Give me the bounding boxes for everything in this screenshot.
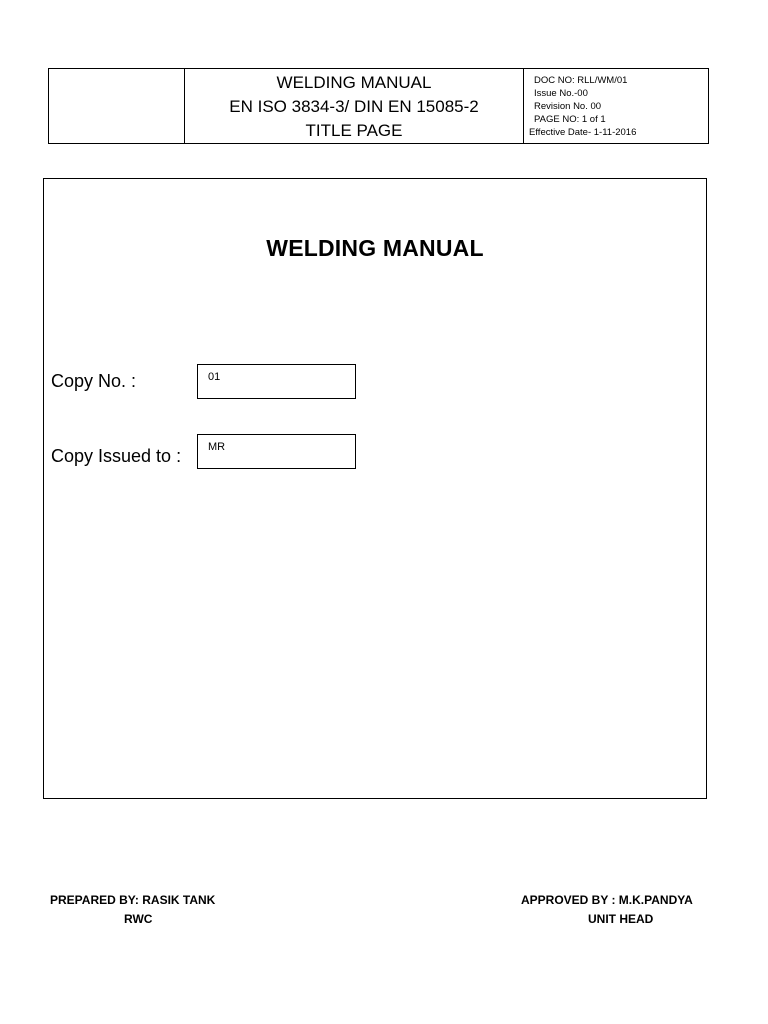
title-page-box (43, 178, 707, 799)
prepared-by: PREPARED BY: RASIK TANK (50, 893, 216, 907)
document-header-table (48, 68, 709, 144)
effective-date: Effective Date- 1-11-2016 (529, 126, 637, 138)
prepared-role: RWC (124, 912, 153, 926)
header-meta-cell (524, 69, 708, 143)
revision-no: Revision No. 00 (534, 100, 602, 112)
copy-issued-label: Copy Issued to : (51, 446, 182, 466)
header-title-line2: EN ISO 3834-3/ DIN EN 15085-2 (229, 97, 479, 116)
header-title-line1: WELDING MANUAL (276, 73, 432, 92)
approved-role: UNIT HEAD (588, 912, 654, 926)
page-title: WELDING MANUAL (266, 235, 484, 261)
approved-by: APPROVED BY : M.K.PANDYA (521, 893, 693, 907)
copy-issued-field: MR (197, 434, 356, 469)
header-title-line3: TITLE PAGE (305, 121, 403, 140)
issue-no: Issue No.-00 (534, 87, 588, 99)
copy-no-label: Copy No. : (51, 371, 137, 391)
page-no: PAGE NO: 1 of 1 (534, 113, 606, 125)
copy-no-field: 01 (197, 364, 356, 399)
doc-no: DOC NO: RLL/WM/01 (534, 74, 628, 86)
logo-cell (49, 69, 185, 143)
header-title-cell (185, 69, 524, 143)
